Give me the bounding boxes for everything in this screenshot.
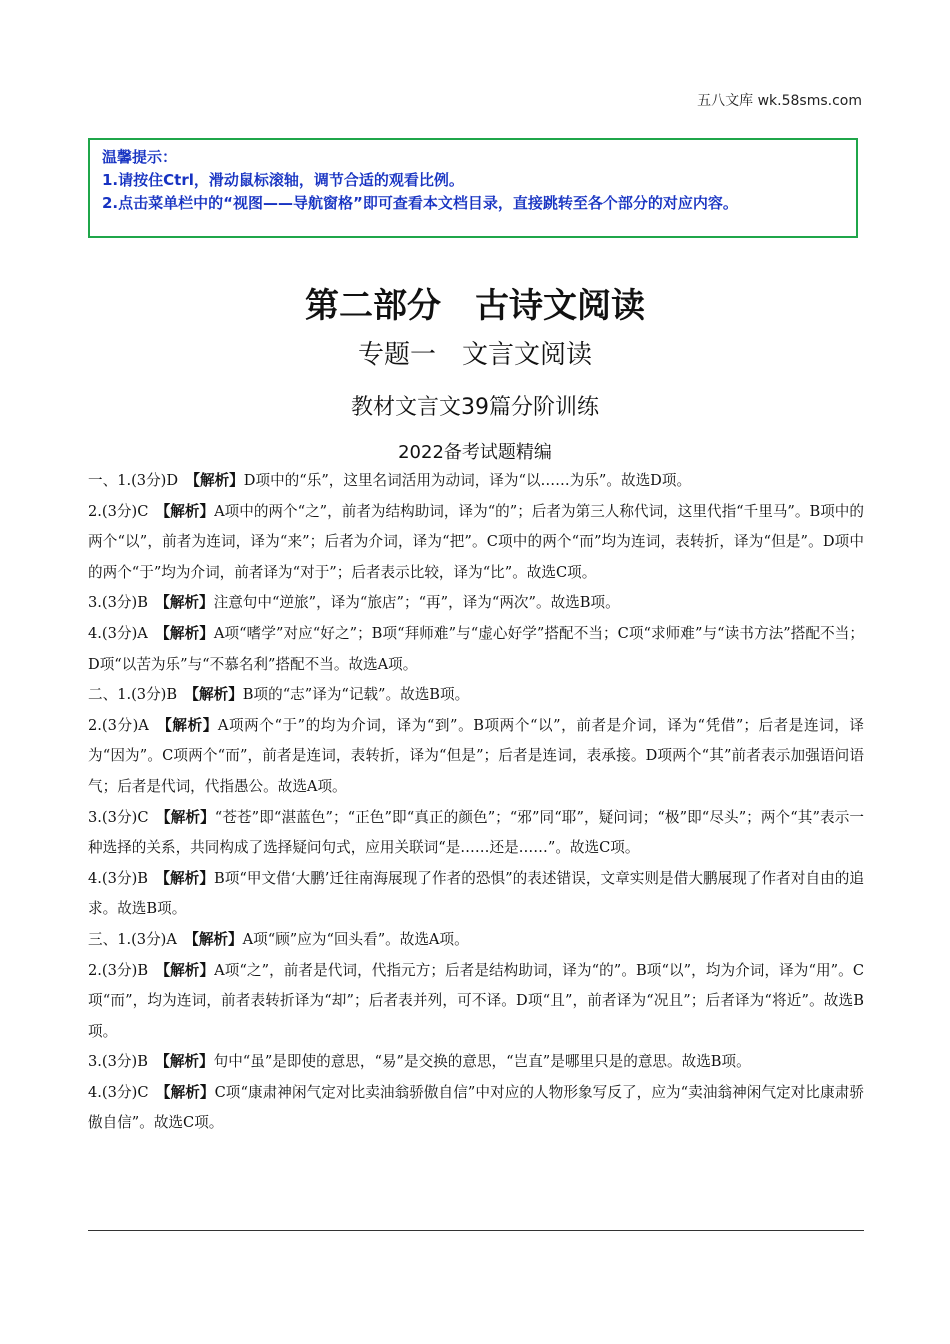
analysis-tag: 【解析】 [162, 594, 214, 612]
answer-number: 4.(3分)B [88, 869, 149, 887]
answer-list [88, 466, 864, 1139]
answer-item [88, 466, 864, 497]
analysis-tag: 【解析】 [162, 1053, 214, 1071]
answer-text: B项的“志”译为“记载”。故选B项。 [242, 686, 470, 704]
tip-box [88, 138, 858, 238]
answer-item [88, 680, 864, 711]
answer-text: “苍苍”即“湛蓝色”；“正色”即“真正的颜色”；“邪”同“耶”，疑问词；“极”即“尽头”；两个“其”表示一种选择的关系，共同构成了选择疑问句式，应用关联词“是……还是……”。故选C项。 [88, 808, 864, 857]
topic-title: 专题一 文言文阅读 [357, 340, 592, 370]
analysis-tag: 【解析】 [192, 472, 244, 489]
answer-text: 句中“虽”是即使的意思，“易”是交换的意思，“岂直”是哪里只是的意思。故选B项。 [213, 1053, 751, 1071]
section-title: 教材文言文39篇分阶训练 [351, 395, 599, 420]
analysis-tag: 【解析】 [163, 1083, 215, 1101]
answer-text: D项中的“乐”，这里名词活用为动词，译为“以……为乐”。故选D项。 [243, 472, 692, 489]
answer-number: 3.(3分)B [88, 594, 148, 612]
answer-number: 2.(3分)B [88, 961, 149, 979]
answer-item [88, 497, 864, 589]
analysis-tag: 【解析】 [162, 502, 215, 520]
answer-text: C项“康肃神闲气定对比卖油翁骄傲自信”中对应的人物形象写反了，应为“卖油翁神闲气定对比康肃骄傲自信”。故选C项。 [88, 1083, 864, 1132]
footer-divider [88, 1230, 864, 1231]
answer-item [88, 619, 864, 680]
part-title: 第二部分 古诗文阅读 [305, 286, 645, 326]
answer-number: 一、1.(3分)D [88, 472, 179, 489]
answer-number: 2.(3分)C [88, 502, 149, 520]
answer-text: A项两个“于”的均为介词，译为“到”。B项两个“以”，前者是介词，译为“凭借”；后者是连词，译为“因为”。C项两个“而”，前者是连词，表转折，译为“但是”；后者是连词，表承接。D项两个“其”前者表示加强语问语气；后者是代词，代指愚公。故选A项。 [88, 716, 865, 795]
analysis-tag: 【解析】 [191, 686, 243, 704]
answer-text: A项“嗜学”对应“好之”；B项“拜师难”与“虚心好学”搭配不当；C项“求师难”与“读书方法”搭配不当；D项“以苦为乐”与“不慕名利”搭配不当。故选A项。 [88, 624, 864, 673]
answer-item [88, 803, 864, 864]
answer-number: 4.(3分)C [88, 1083, 149, 1101]
answer-number: 3.(3分)B [88, 1053, 148, 1071]
answer-number: 三、1.(3分)A [88, 930, 177, 948]
analysis-tag: 【解析】 [162, 961, 215, 979]
answer-text: A项“之”，前者是代词，代指元方；后者是结构助词，译为“的”。B项“以”，均为介词，译为“用”。C项“而”，均为连词，前者表转折译为“却”；后者表并列，可不译。D项“且”，前者译为“况且”；后者译为“将近”。故选B项。 [88, 961, 864, 1040]
tip-title: 温馨提示： [102, 148, 178, 166]
analysis-tag: 【解析】 [164, 716, 218, 734]
answer-item [88, 588, 864, 619]
answer-text: A项中的两个“之”，前者为结构助词，译为“的”；后者为第三人称代词，这里代指“千里马”。B项中的两个“以”，前者为连词，译为“来”；后者为介词，译为“把”。C项中的两个“而”均为连词，表转折，译为“但是”。D项中的两个“于”均为介词，前者译为“对于”；后者表示比较，译为“比”。故选C项。 [88, 502, 864, 581]
answer-number: 3.(3分)C [88, 808, 149, 826]
answer-number: 二、1.(3分)B [88, 686, 178, 704]
site-watermark: 五八文库 wk.58sms.com [697, 93, 862, 109]
answer-item [88, 711, 864, 803]
tip-line-1: 1.请按住Ctrl，滑动鼠标滚轴，调节合适的观看比例。 [102, 171, 464, 189]
analysis-tag: 【解析】 [162, 624, 214, 642]
answer-text: B项“甲文借‘大鹏’迁往南海展现了作者的恐惧”的表述错误，文章实则是借大鹏展现了作者对自由的追求。故选B项。 [88, 869, 864, 918]
answer-text: A项“顾”应为“回头看”。故选A项。 [242, 930, 469, 948]
answer-number: 2.(3分)A [88, 716, 149, 734]
analysis-tag: 【解析】 [162, 869, 214, 887]
answer-item [88, 925, 864, 956]
tip-line-2: 2.点击菜单栏中的“视图——导航窗格”即可查看本文档目录，直接跳转至各个部分的对应内容。 [102, 194, 738, 212]
year-title: 2022备考试题精编 [398, 442, 552, 463]
answer-item [88, 956, 864, 1048]
answer-item [88, 1078, 864, 1139]
answer-number: 4.(3分)A [88, 624, 148, 642]
analysis-tag: 【解析】 [191, 930, 243, 948]
answer-item [88, 864, 864, 925]
answer-item [88, 1047, 864, 1078]
answer-text: 注意句中“逆旅”，译为“旅店”；“再”，译为“两次”。故选B项。 [213, 594, 620, 612]
analysis-tag: 【解析】 [163, 808, 215, 826]
